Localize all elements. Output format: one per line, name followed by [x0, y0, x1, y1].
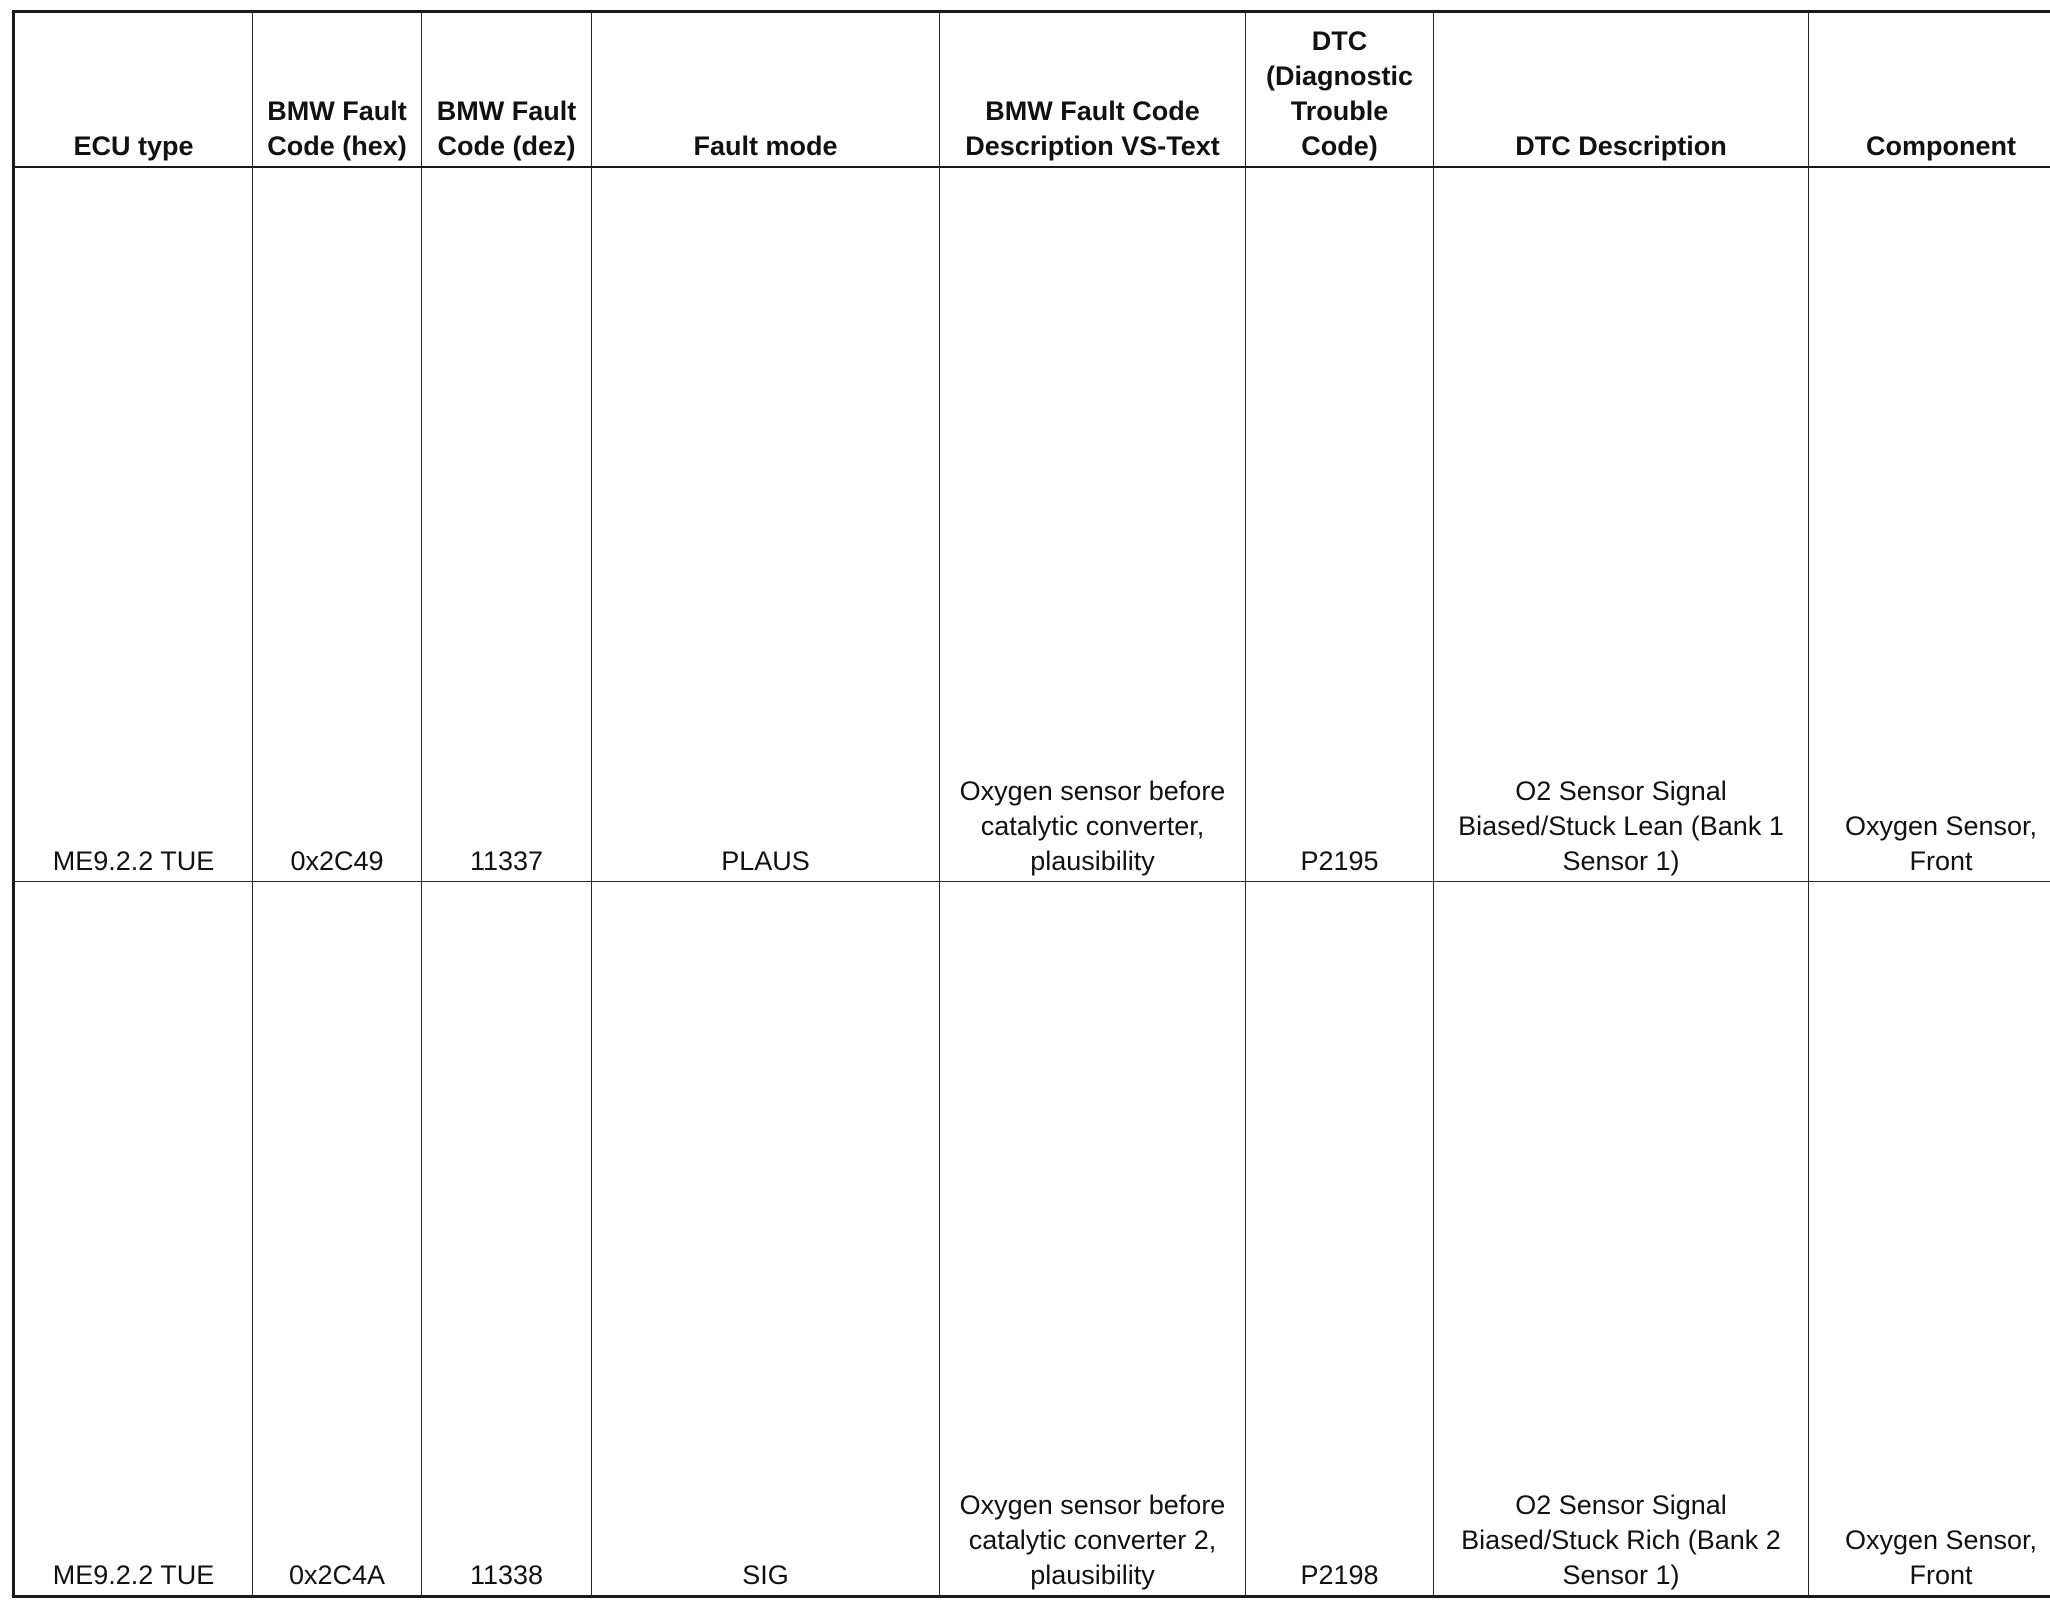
cell-component: Oxygen Sensor, Front — [1809, 167, 2050, 882]
cell-fault-description: Oxygen sensor before catalytic converter, plausibility — [940, 167, 1246, 882]
cell-fault-code-dez: 11338 — [422, 882, 592, 1597]
cell-dtc: P2195 — [1246, 167, 1434, 882]
header-component: Component — [1809, 12, 2050, 168]
table-row — [14, 882, 2050, 1597]
header-fault-description: BMW Fault Code Description VS-Text — [940, 12, 1246, 168]
header-fault-code-hex: BMW Fault Code (hex) — [253, 12, 422, 168]
header-dtc-description: DTC Description — [1434, 12, 1809, 168]
header-fault-code-dez: BMW Fault Code (dez) — [422, 12, 592, 168]
table-row — [14, 167, 2050, 882]
cell-dtc: P2198 — [1246, 882, 1434, 1597]
cell-dtc-description: O2 Sensor Signal Biased/Stuck Lean (Bank 1 Sensor 1) — [1434, 167, 1809, 882]
header-fault-mode: Fault mode — [592, 12, 940, 168]
spreadsheet-page — [12, 10, 2050, 1592]
cell-ecu-type: ME9.2.2 TUE — [14, 882, 253, 1597]
header-dtc: DTC (Diagnostic Trouble Code) — [1246, 12, 1434, 168]
cell-fault-mode: PLAUS — [592, 167, 940, 882]
header-row — [14, 12, 2050, 168]
cell-fault-code-dez: 11337 — [422, 167, 592, 882]
cell-fault-mode: SIG — [592, 882, 940, 1597]
cell-dtc-description: O2 Sensor Signal Biased/Stuck Rich (Bank 2 Sensor 1) — [1434, 882, 1809, 1597]
cell-ecu-type: ME9.2.2 TUE — [14, 167, 253, 882]
cell-component: Oxygen Sensor, Front — [1809, 882, 2050, 1597]
fault-code-table — [12, 10, 2050, 1598]
cell-fault-code-hex: 0x2C49 — [253, 167, 422, 882]
header-ecu-type: ECU type — [14, 12, 253, 168]
cell-fault-code-hex: 0x2C4A — [253, 882, 422, 1597]
cell-fault-description: Oxygen sensor before catalytic converter 2, plausibility — [940, 882, 1246, 1597]
